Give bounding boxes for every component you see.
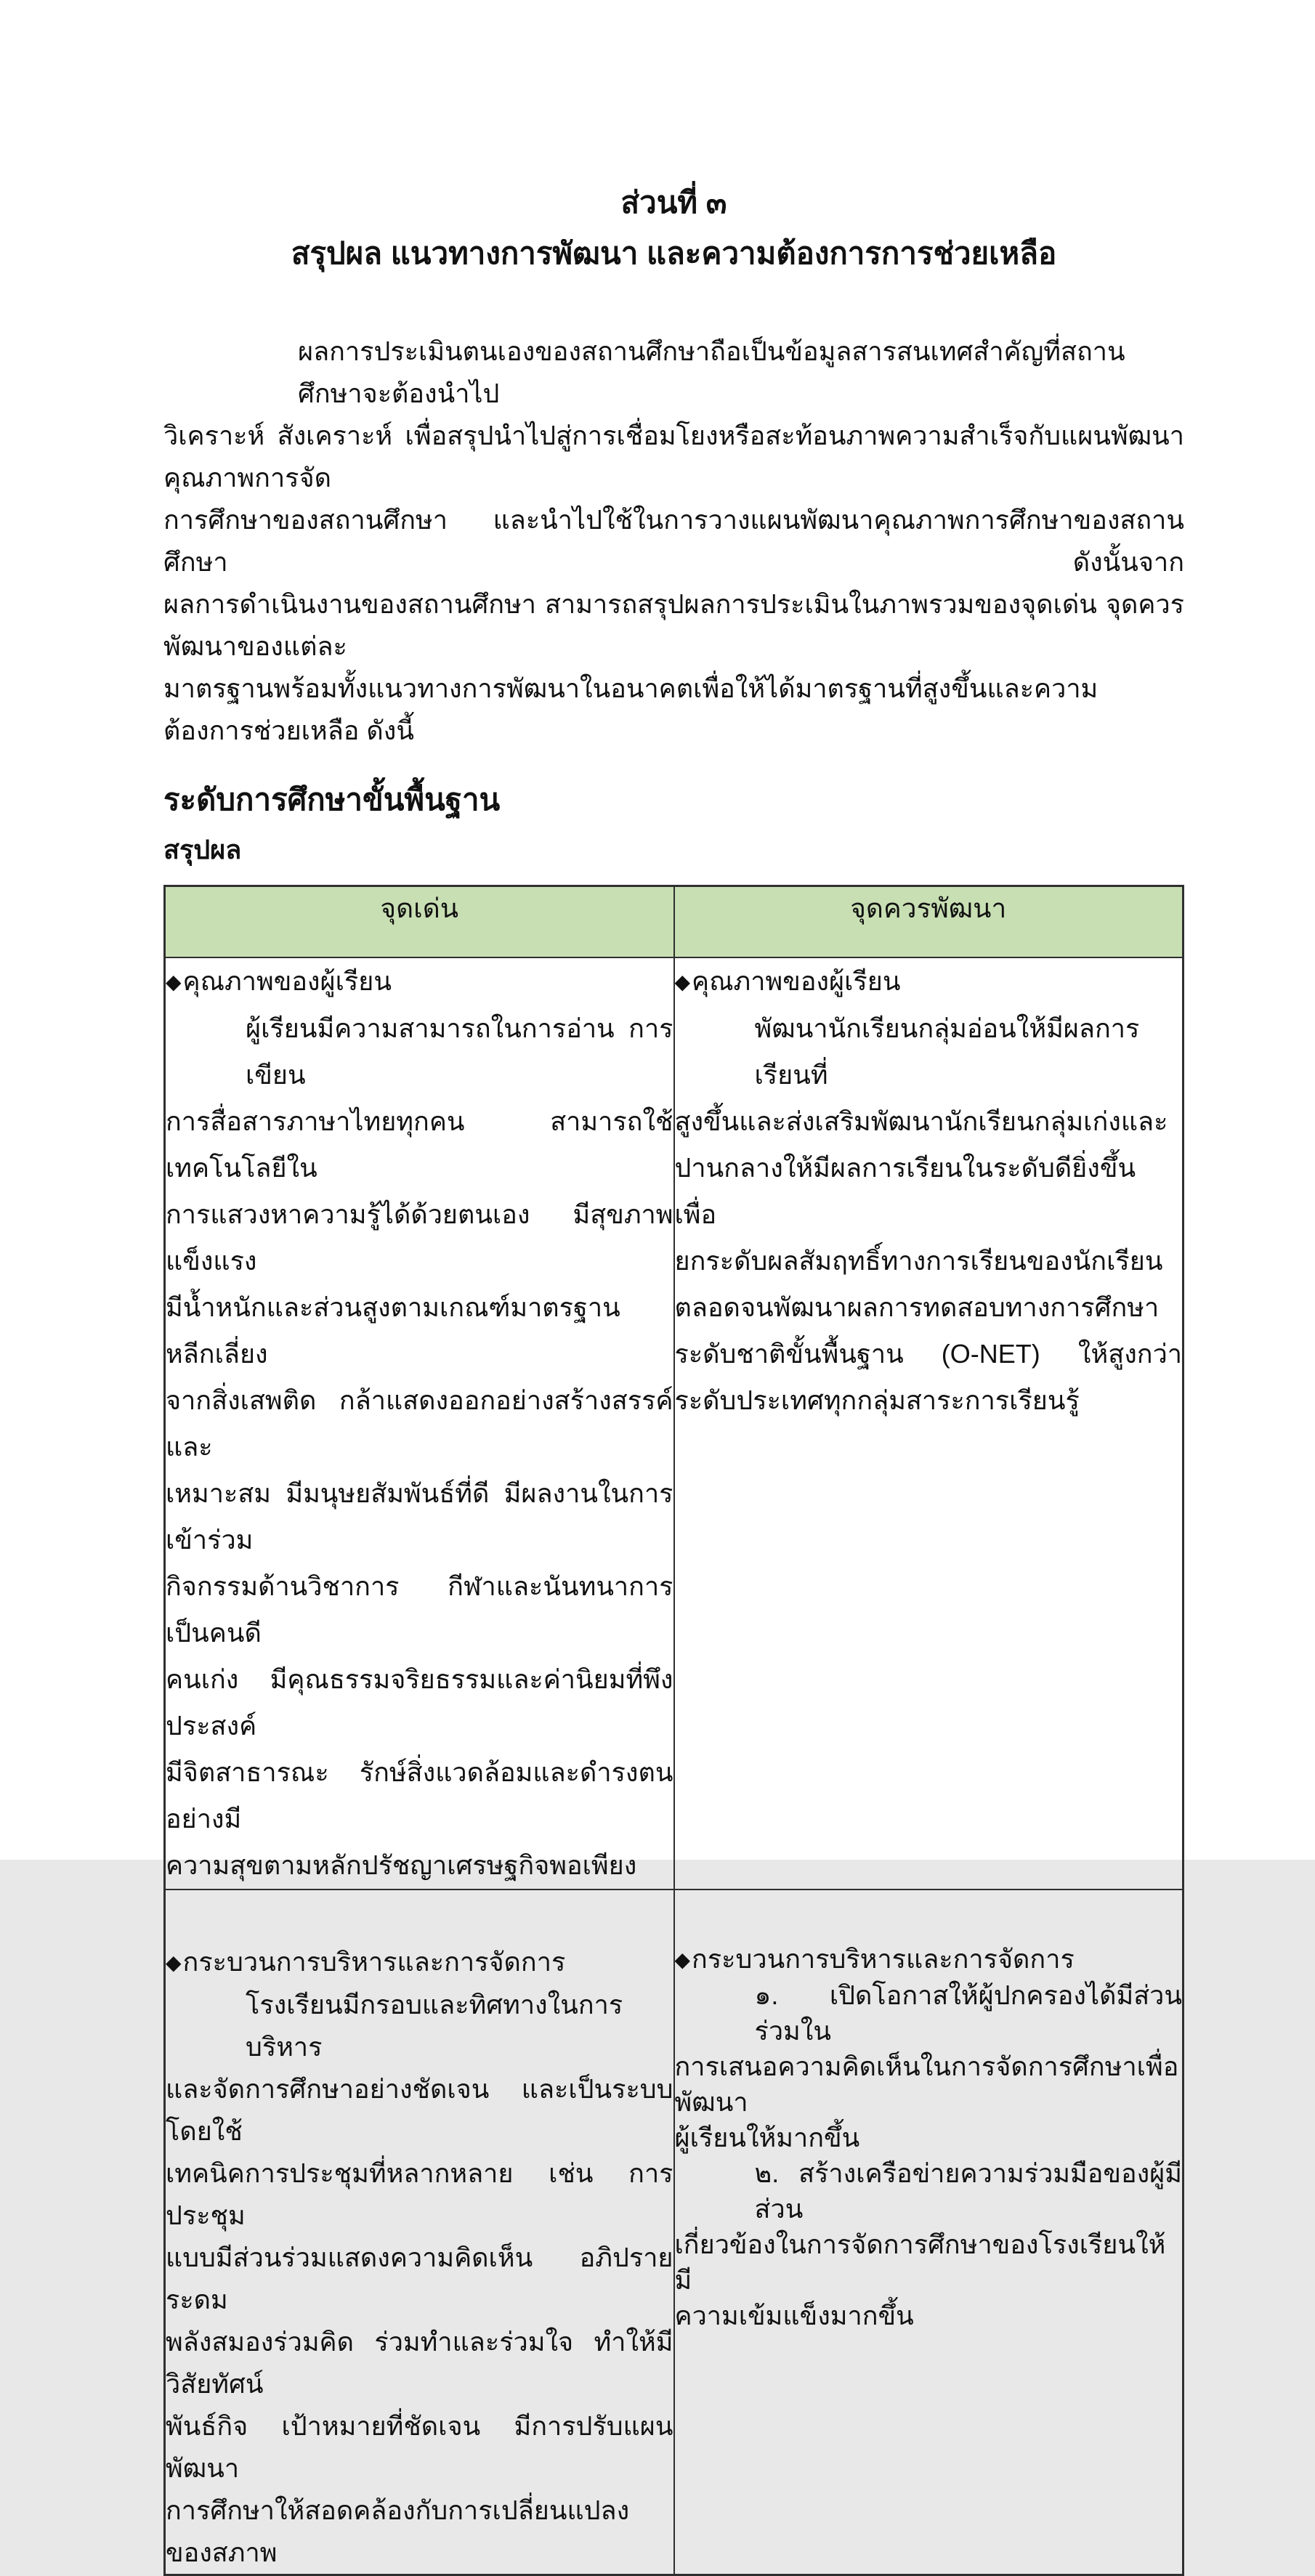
section-heading: ระดับการศึกษาขั้นพื้นฐาน [163, 782, 501, 817]
cell-text-line: การศึกษาให้สอดคล้องกับการเปลี่ยนแปลงของสภาพ [166, 2495, 630, 2567]
cell-text-line: ผู้เรียนให้มากขึ้น [674, 2123, 860, 2152]
cell-text-line: คนเก่ง มีคุณธรรมจริยธรรมและค่านิยมที่พึงประสงค์ [166, 1664, 673, 1741]
table-row [165, 957, 1184, 1890]
cell-text-line: จากสิ่งเสพติด กล้าแสดงออกอย่างสร้างสรรค์และ [166, 1385, 673, 1462]
cell-heading-label: กระบวนการบริหารและการจัดการ [692, 1944, 1075, 1974]
cell-text-line: การแสวงหาความรู้ได้ด้วยตนเอง มีสุขภาพแข็งแรง [166, 1199, 673, 1276]
cell-heading [675, 1941, 1183, 1977]
diamond-bullet-icon: ◆ [674, 1948, 691, 1971]
cell-text-line: และจัดการศึกษาอย่างชัดเจน และเป็นระบบ โดยใช้ [166, 2074, 673, 2146]
cell-heading-label: คุณภาพของผู้เรียน [692, 966, 901, 996]
page-subtitle: สรุปผล แนวทางการพัฒนา และความต้องการการช่วยเหลือ [291, 236, 1057, 270]
intro-line: ผลการดำเนินงานของสถานศึกษา สามารถสรุปผลการประเมินในภาพรวมของจุดเด่น จุดควรพัฒนาของแต่ละ [163, 589, 1184, 661]
cell-text-line: เกี่ยวข้องในการจัดการศึกษาของโรงเรียนให้มี [674, 2229, 1166, 2295]
cell-heading [166, 1941, 673, 1984]
cell-text-line: แบบมีส่วนร่วมแสดงความคิดเห็น อภิปราย ระดม [166, 2243, 673, 2314]
diamond-bullet-icon: ◆ [674, 971, 691, 993]
diamond-bullet-icon: ◆ [166, 971, 182, 993]
cell-heading [675, 958, 1183, 1005]
intro-line: การศึกษาของสถานศึกษา และนำไปใช้ในการวางแผนพัฒนาคุณภาพการศึกษาของสถานศึกษา ดังนั้นจาก [163, 505, 1184, 577]
diamond-bullet-icon: ◆ [166, 1951, 182, 1974]
page-title: ส่วนที่ ๓ [620, 185, 727, 219]
intro-line: ผลการประเมินตนเองของสถานศึกษาถือเป็นข้อมูลสารสนเทศสำคัญที่สถานศึกษาจะต้องนำไป [298, 336, 1125, 408]
cell-text-line: กิจกรรมด้านวิชาการ กีฬาและนันทนาการ เป็นคนดี [166, 1571, 673, 1648]
cell-text-line: การเสนอความคิดเห็นในการจัดการศึกษาเพื่อพัฒนา [674, 2052, 1179, 2117]
cell-text-line: การสื่อสารภาษาไทยทุกคน สามารถใช้เทคโนโลยีใน [166, 1106, 673, 1183]
cell-text-line: เหมาะสม มีมนุษยสัมพันธ์ที่ดี มีผลงานในการเข้าร่วม [166, 1478, 673, 1555]
intro-line: วิเคราะห์ สังเคราะห์ เพื่อสรุปนำไปสู่การเชื่อมโยงหรือสะท้อนภาพความสำเร็จกับแผนพัฒนาคุณภาพการจัด [163, 421, 1184, 493]
summary-heading: สรุปผล [163, 835, 242, 864]
intro-line: มาตรฐานพร้อมทั้งแนวทางการพัฒนาในอนาคตเพื่อให้ได้มาตรฐานที่สูงขึ้นและความต้องการช่วยเหลือ ดังนี้ [163, 673, 1098, 745]
cell-text-line: พลังสมองร่วมคิด ร่วมทำและร่วมใจ ทำให้มีวิสัยทัศน์ [166, 2327, 673, 2399]
cell-improve-learner-quality [674, 957, 1184, 1890]
cell-text-line: ระดับชาติขั้นพื้นฐาน (O-NET) ให้สูงกว่า [674, 1339, 1182, 1369]
cell-text-line: ความสุขตามหลักปรัชญาเศรษฐกิจพอเพียง [166, 1850, 637, 1880]
cell-heading-label: คุณภาพของผู้เรียน [182, 966, 392, 996]
cell-text-line: ผู้เรียนมีความสามารถในการอ่าน การเขียน [246, 1013, 673, 1090]
cell-text-line: มีน้ำหนักและส่วนสูงตามเกณฑ์มาตรฐาน หลีกเลี่ยง [166, 1292, 620, 1369]
cell-text-line: ยกระดับผลสัมฤทธิ์ทางการเรียนของนักเรียน [674, 1246, 1163, 1276]
cell-text-line: ปานกลางให้มีผลการเรียนในระดับดียิ่งขึ้น เพื่อ [674, 1153, 1136, 1229]
cell-strengths-management [165, 1890, 674, 2575]
column-header-improvements: จุดควรพัฒนา [674, 886, 1184, 958]
cell-heading [166, 958, 673, 1005]
cell-text-line: โรงเรียนมีกรอบและทิศทางในการบริหาร [246, 1990, 623, 2062]
intro-paragraph [163, 331, 1184, 752]
summary-table [163, 885, 1184, 2576]
cell-text-line: ความเข้มแข็งมากขึ้น [674, 2301, 914, 2330]
table-header-row [165, 886, 1184, 958]
cell-text-line: พันธ์กิจ เป้าหมายที่ชัดเจน มีการปรับแผนพัฒนา [166, 2411, 673, 2483]
cell-heading-label: กระบวนการบริหารและการจัดการ [182, 1947, 566, 1977]
cell-text-line: ตลอดจนพัฒนาผลการทดสอบทางการศึกษา [674, 1292, 1160, 1322]
cell-improve-management [674, 1890, 1184, 2575]
cell-text-line: พัฒนานักเรียนกลุ่มอ่อนให้มีผลการเรียนที่ [754, 1013, 1140, 1090]
column-header-strengths: จุดเด่น [165, 886, 674, 958]
cell-text-line: ๑. เปิดโอกาสให้ผู้ปกครองได้มีส่วนร่วมใน [754, 1980, 1182, 2046]
cell-text-line: มีจิตสาธารณะ รักษ์สิ่งแวดล้อมและดำรงตนอย่างมี [166, 1757, 673, 1834]
cell-strengths-learner-quality [165, 957, 674, 1890]
page-content [163, 0, 1184, 2576]
cell-text-line: เทคนิคการประชุมที่หลากหลาย เช่น การประชุม [166, 2158, 673, 2230]
cell-text-line: สูงขึ้นและส่งเสริมพัฒนานักเรียนกลุ่มเก่งและ [674, 1106, 1168, 1136]
cell-text-line: ระดับประเทศทุกกลุ่มสาระการเรียนรู้ [674, 1385, 1080, 1415]
table-row [165, 1890, 1184, 2575]
cell-text-line: ๒. สร้างเครือข่ายความร่วมมือของผู้มีส่วน [754, 2158, 1182, 2224]
